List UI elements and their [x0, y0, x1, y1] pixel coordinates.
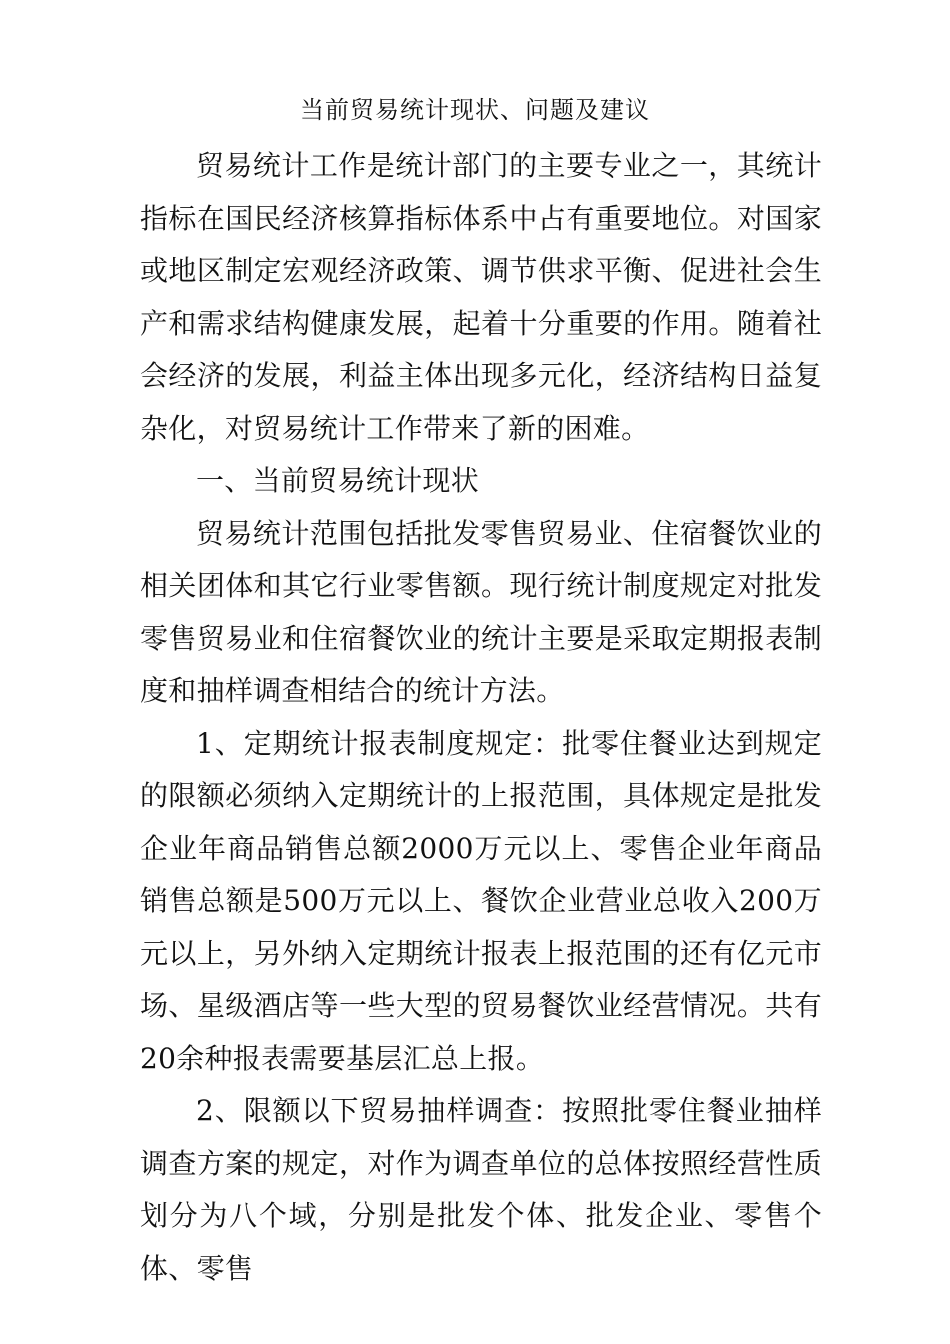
paragraph-scope: 贸易统计范围包括批发零售贸易业、住宿餐饮业的相关团体和其它行业零售额。现行统计制度规定对批发零售贸易业和住宿餐饮业的统计主要是采取定期报表制度和抽样调查相结合的统计方法。 [140, 516, 822, 707]
document-body [140, 140, 822, 1295]
paragraph-intro: 贸易统计工作是统计部门的主要专业之一，其统计指标在国民经济核算指标体系中占有重要地位。对国家或地区制定宏观经济政策、调节供求平衡、促进社会生产和需求结构健康发展，起着十分重要的作用。随着社会经济的发展，利益主体出现多元化，经济结构日益复杂化，对贸易统计工作带来了新的困难。 [140, 149, 822, 445]
document-title: 当前贸易统计现状、问题及建议 [300, 96, 650, 124]
paragraph-sample-survey: 2、限额以下贸易抽样调查：按照批零住餐业抽样调查方案的规定，对作为调查单位的总体按照经营性质划分为八个域，分别是批发个体、批发企业、零售个体、零售 [140, 1094, 822, 1285]
section-heading-current-status: 一、当前贸易统计现状 [196, 464, 480, 497]
paragraph-periodic-reports: 1、定期统计报表制度规定：批零住餐业达到规定的限额必须纳入定期统计的上报范围，具体规定是批发企业年商品销售总额2000万元以上、零售企业年商品销售总额是500万元以上、餐饮企业营业总收入200万元以上，另外纳入定期统计报表上报范围的还有亿元市场、星级酒店等一些大型的贸易餐饮业经营情况。共有20余种报表需要基层汇总上报。 [140, 726, 822, 1075]
